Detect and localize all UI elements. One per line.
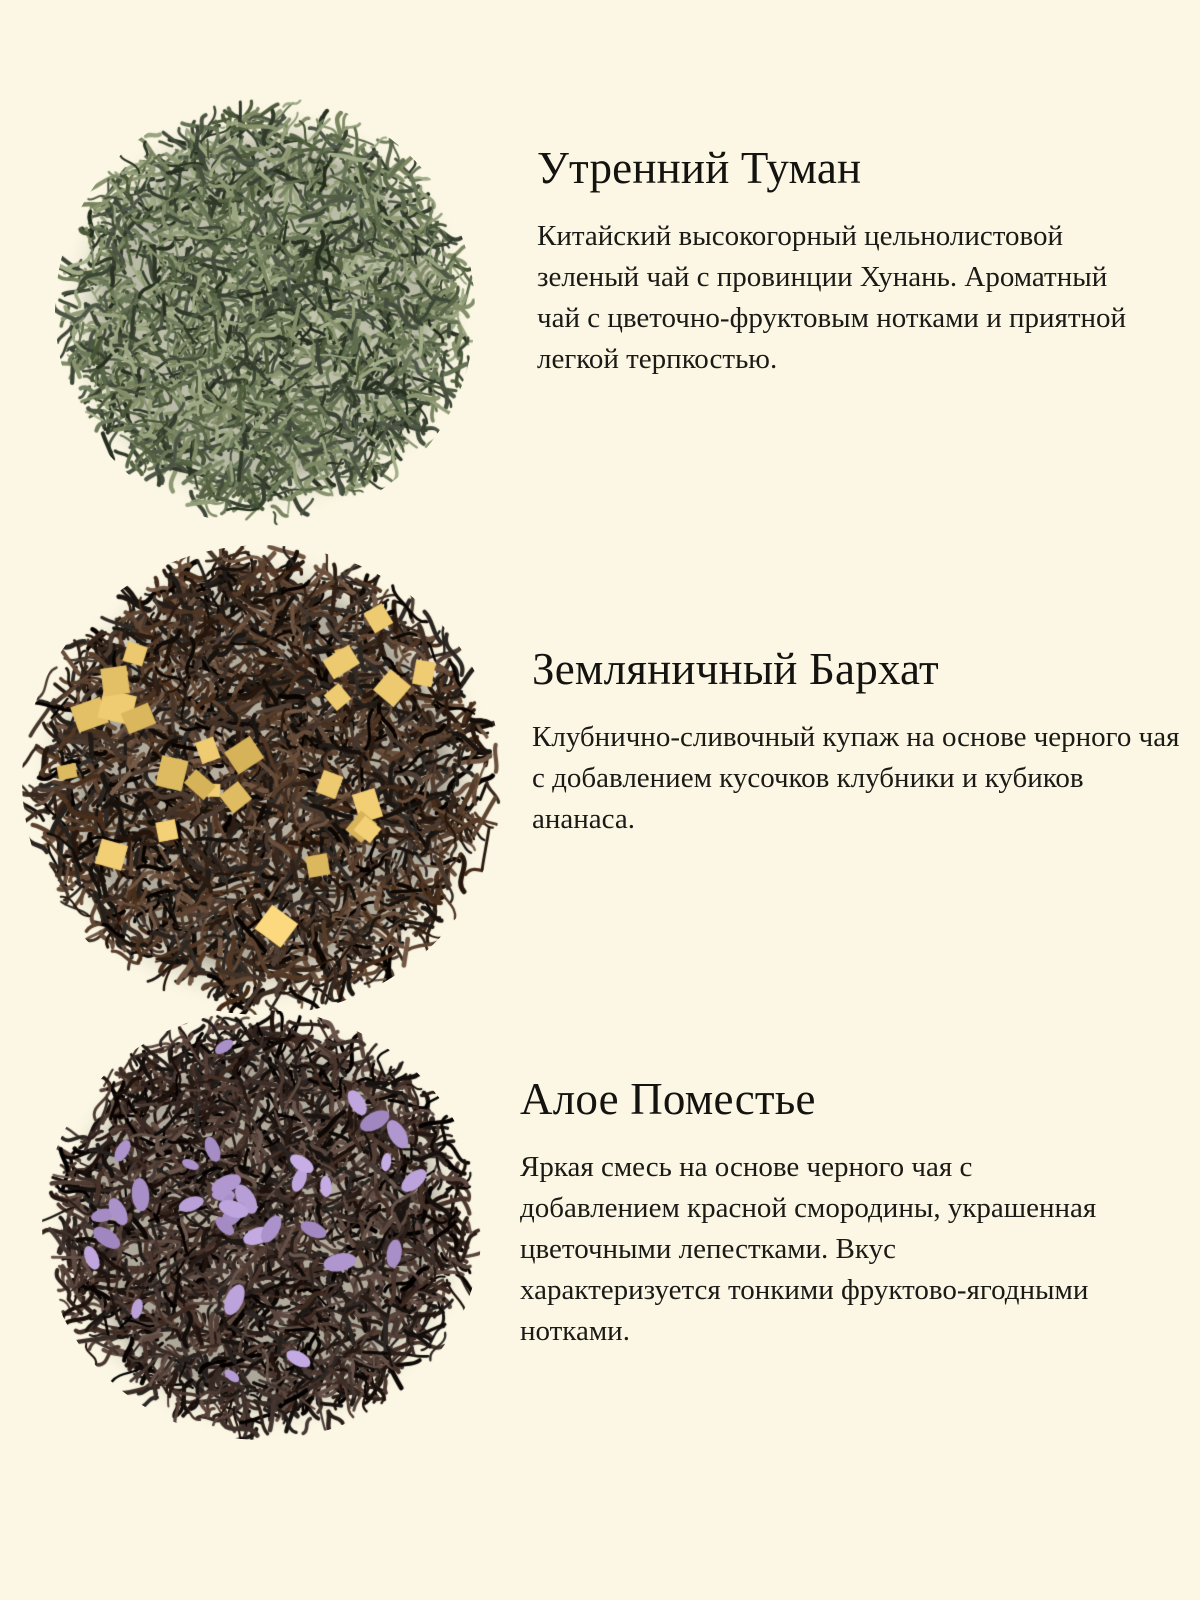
tea-text-block [510, 1075, 1200, 1352]
tea-title: Земляничный Бархат [532, 644, 939, 694]
tea-description: Яркая смесь на основе черного чая с добавлением красной смородины, украшенная цветочными лепестками. Вкус характеризуется тонкими фруктово-ягодными нотками. [520, 1150, 1097, 1348]
green-tea-leaves-pile [55, 96, 475, 526]
tea-text-block [522, 645, 1200, 840]
tea-entry [0, 545, 1200, 1015]
tea-description: Китайский высокогорный цельнолистовой зеленый чай с провинции Хунань. Ароматный чай с цветочно-фруктовым нотками и приятной легкой терпкостью. [537, 219, 1127, 376]
tea-entry [0, 96, 1200, 526]
tea-text-block [527, 144, 1200, 380]
tea-image-wrap [55, 96, 475, 526]
tea-title: Алое Поместье [520, 1074, 816, 1124]
tea-entry [0, 1010, 1200, 1440]
tea-description: Клубнично-сливочный купаж на основе черного чая с добавлением кусочков клубники и кубиков ананаса. [532, 720, 1180, 835]
black-tea-with-flower-petals-pile [42, 1010, 482, 1440]
tea-image-wrap [42, 1010, 482, 1440]
black-tea-with-pineapple-cubes-pile [22, 545, 502, 1015]
tea-image-wrap [22, 545, 502, 1015]
tea-title: Утренний Туман [537, 143, 862, 193]
